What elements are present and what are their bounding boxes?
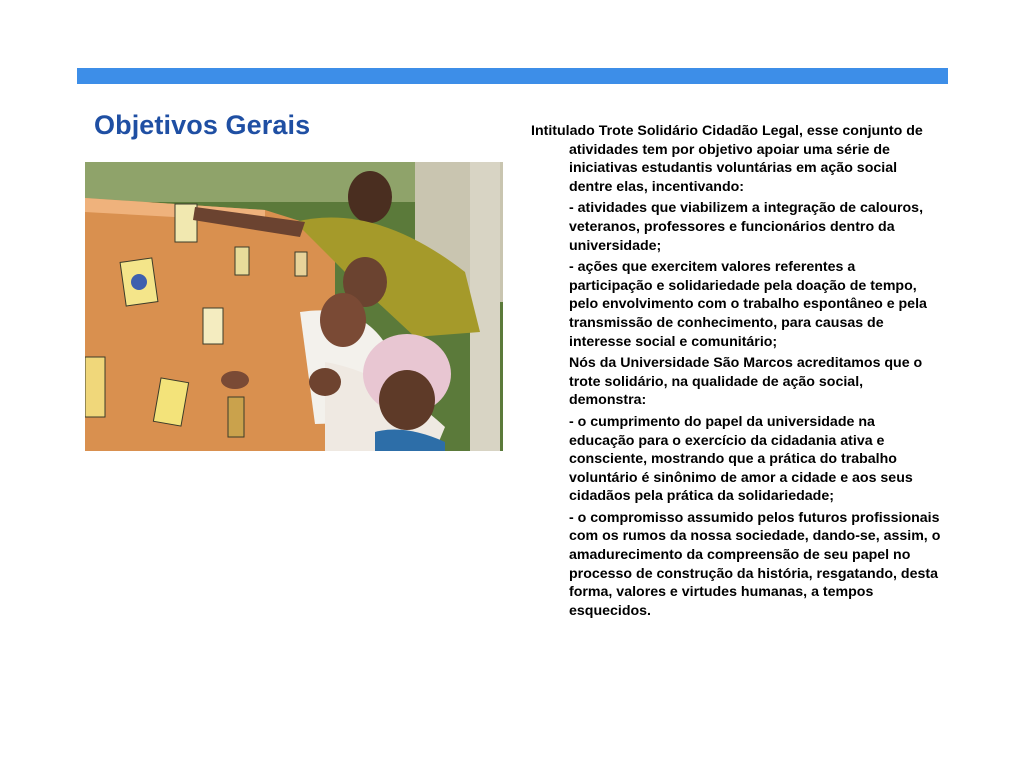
page-title: Objetivos Gerais [94,110,311,140]
paragraph-citizenship: - o cumprimento do papel da universidade na educação para o exercício da cidadania ativa e consciente, mostrando que a prática do trabalho voluntário é sinônimo de amor a cidade e aos seus cidadãos pela prática da solidariedade; [569,413,913,505]
header-accent-bar [77,68,948,84]
objectives-text [531,122,941,623]
paragraph-commitment: - o compromisso assumido pelos futuros profissionais com os rumos da nossa sociedade, dando-se, assim, o amadurecimento da compreensão de seu papel no processo de construção da história, resgatando, desta forma, valores e virtudes humanas, a tempos esquecidos. [569,509,941,619]
students-mural-photo [85,162,503,451]
paragraph-participation: - ações que exercitem valores referentes a participação e solidariedade pela doação de tempo, pelo envolvimento com o trabalho espontâneo e pela transmissão de conhecimento, para causas de interesse social e comunitário; [569,259,927,350]
paragraph-university-belief: Nós da Universidade São Marcos acreditamos que o trote solidário, na qualidade de ação social, demonstra: [569,355,923,409]
paragraph-integration: - atividades que viabilizem a integração de calouros, veteranos, professores e funcionários dentro da universidade; [569,200,924,254]
paragraph-intro: Intitulado Trote Solidário Cidadão Legal, esse conjunto de atividades tem por objetivo apoiar uma série de iniciativas estudantis voluntárias em ação social dentre elas, incentivando: [531,123,923,195]
